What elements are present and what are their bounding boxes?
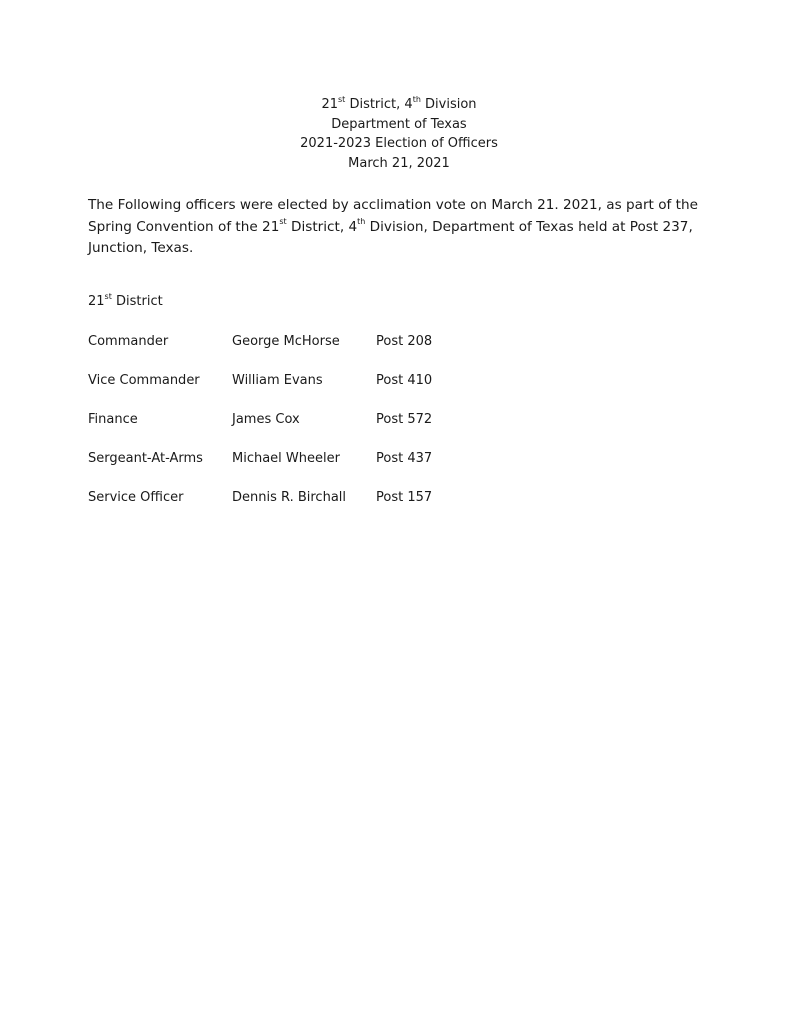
header-date: March 21, 2021 <box>348 155 450 171</box>
officer-name: William Evans <box>232 373 323 388</box>
intro-line-1: The Following officers were elected by acclimation vote on March 21. 2021, as part of the <box>88 197 698 213</box>
header-superscript-th: th <box>412 94 421 104</box>
officer-row <box>88 410 488 449</box>
header-division-text: Division <box>420 97 477 112</box>
officer-office: Vice Commander <box>88 373 200 388</box>
officer-row <box>88 371 488 410</box>
officer-name: James Cox <box>232 412 300 427</box>
officer-name: Dennis R. Birchall <box>232 490 347 505</box>
officer-post: Post 437 <box>376 451 433 466</box>
officer-post: Post 157 <box>376 490 433 505</box>
header-district-text: District, 4 <box>345 97 413 112</box>
intro-line-3: Junction, Texas. <box>88 240 194 256</box>
intro-line-2-part-b: District, 4 <box>286 218 358 235</box>
district-heading-superscript: st <box>104 291 112 301</box>
officer-office: Service Officer <box>88 490 184 505</box>
document-header <box>0 95 788 173</box>
header-department: Department of Texas <box>331 116 467 132</box>
header-district-number: 21 <box>321 97 338 112</box>
header-election-title: 2021-2023 Election of Officers <box>300 136 498 151</box>
officer-row <box>88 332 488 371</box>
officers-table <box>88 332 488 527</box>
header-district-division <box>0 95 788 115</box>
district-heading-number: 21 <box>88 294 105 309</box>
officer-row <box>88 488 488 527</box>
officer-post: Post 572 <box>376 412 433 427</box>
officer-name: Michael Wheeler <box>232 451 340 466</box>
officer-row <box>88 449 488 488</box>
intro-superscript-th: th <box>357 216 366 226</box>
officer-office: Finance <box>88 412 138 427</box>
officer-post: Post 410 <box>376 373 433 388</box>
district-heading-text: District <box>111 294 163 309</box>
intro-paragraph <box>88 195 698 260</box>
officer-name: George McHorse <box>232 334 340 349</box>
header-superscript-st: st <box>338 94 346 104</box>
intro-line-2 <box>88 217 698 239</box>
officer-post: Post 208 <box>376 334 433 349</box>
officer-office: Sergeant-At-Arms <box>88 451 203 466</box>
intro-line-2-part-c: Division, Department of Texas held at Post 237, <box>365 218 693 235</box>
district-heading <box>88 292 163 311</box>
officer-office: Commander <box>88 334 169 349</box>
intro-line-2-part-a: Spring Convention of the 21 <box>88 218 280 235</box>
intro-superscript-st: st <box>279 216 287 226</box>
